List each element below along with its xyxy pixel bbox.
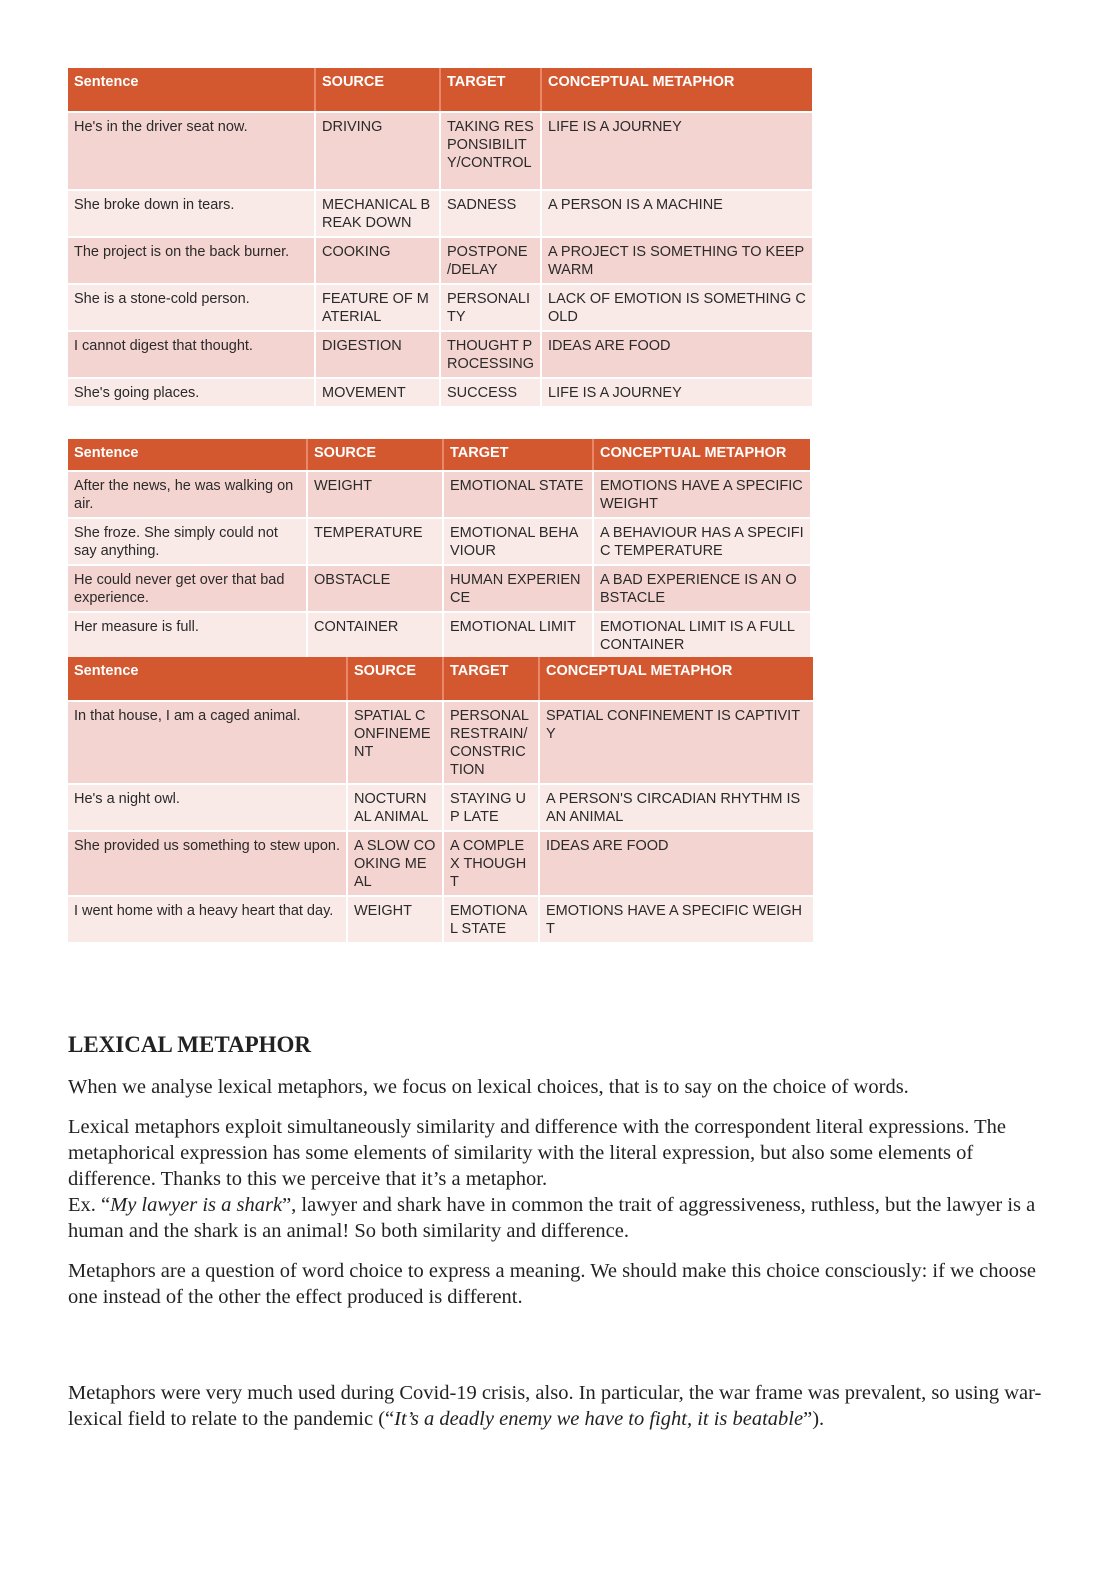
cell-source: MOVEMENT: [315, 378, 440, 407]
cell-target: HUMAN EXPERIENCE: [443, 565, 593, 612]
cell-sentence: He's a night owl.: [68, 784, 347, 831]
example-rest: ”, lawyer and shark have in common the trait of aggressiveness, ruthless, but the lawyer is a human and the shark is an animal! So both similarity and difference.: [68, 1194, 1036, 1242]
paragraph-similarity: [68, 1114, 1043, 1244]
cell-source: DRIVING: [315, 112, 440, 190]
cell-metaphor: A PERSON IS A MACHINE: [541, 190, 812, 237]
table-row: [68, 284, 812, 331]
cell-source: DIGESTION: [315, 331, 440, 378]
table-row: [68, 701, 813, 784]
cell-source: FEATURE OF MATERIAL: [315, 284, 440, 331]
cell-source: WEIGHT: [307, 471, 443, 518]
cell-source: A SLOW COOKING MEAL: [347, 831, 443, 896]
table-row: [68, 190, 812, 237]
metaphor-table-3: [68, 657, 813, 944]
header-target: TARGET: [443, 657, 539, 701]
cell-sentence: She froze. She simply could not say anything.: [68, 518, 307, 565]
table-row: [68, 378, 812, 407]
header-sentence: Sentence: [68, 68, 315, 112]
paragraph-covid: [68, 1380, 1043, 1432]
header-conceptual-metaphor: CONCEPTUAL METAPHOR: [539, 657, 813, 701]
cell-sentence: I went home with a heavy heart that day.: [68, 896, 347, 943]
table-row: [68, 784, 813, 831]
lexical-metaphor-section: [68, 1030, 1043, 1446]
cell-target: EMOTIONAL STATE: [443, 896, 539, 943]
cell-target: TAKING RESPONSIBILITY/CONTROL: [440, 112, 541, 190]
table-header-row: [68, 657, 813, 701]
cell-sentence: She is a stone-cold person.: [68, 284, 315, 331]
cell-source: COOKING: [315, 237, 440, 284]
metaphor-table-1: [68, 68, 812, 408]
table-header-row: [68, 68, 812, 112]
covid-quote: It’s a deadly enemy we have to fight, it is beatable: [394, 1408, 804, 1430]
cell-sentence: She provided us something to stew upon.: [68, 831, 347, 896]
cell-target: EMOTIONAL LIMIT: [443, 612, 593, 659]
spacer: [68, 1324, 1043, 1380]
covid-text: Metaphors were very much used during Covid-19 crisis, also. In particular, the war frame was prevalent, so using war-lexical field to relate to the pandemic (“: [68, 1382, 1042, 1430]
cell-sentence: She broke down in tears.: [68, 190, 315, 237]
cell-sentence: He's in the driver seat now.: [68, 112, 315, 190]
cell-metaphor: IDEAS ARE FOOD: [539, 831, 813, 896]
paragraph-intro: When we analyse lexical metaphors, we focus on lexical choices, that is to say on the choice of words.: [68, 1076, 909, 1098]
cell-target: A COMPLEX THOUGHT: [443, 831, 539, 896]
cell-target: SUCCESS: [440, 378, 541, 407]
metaphor-table-2: [68, 439, 810, 660]
cell-target: EMOTIONAL STATE: [443, 471, 593, 518]
cell-target: SADNESS: [440, 190, 541, 237]
header-conceptual-metaphor: CONCEPTUAL METAPHOR: [593, 439, 810, 471]
cell-metaphor: EMOTIONAL LIMIT IS A FULL CONTAINER: [593, 612, 810, 659]
table-row: [68, 612, 810, 659]
paragraph-word-choice: Metaphors are a question of word choice to express a meaning. We should make this choice consciously: if we choose one instead of the other the effect produced is different.: [68, 1260, 1037, 1308]
header-source: SOURCE: [347, 657, 443, 701]
cell-metaphor: EMOTIONS HAVE A SPECIFIC WEIGHT: [593, 471, 810, 518]
header-sentence: Sentence: [68, 439, 307, 471]
cell-metaphor: IDEAS ARE FOOD: [541, 331, 812, 378]
header-sentence: Sentence: [68, 657, 347, 701]
example-italic: My lawyer is a shark: [110, 1194, 283, 1216]
cell-target: STAYING UP LATE: [443, 784, 539, 831]
cell-target: EMOTIONAL BEHAVIOUR: [443, 518, 593, 565]
header-source: SOURCE: [315, 68, 440, 112]
section-heading: LEXICAL METAPHOR: [68, 1032, 312, 1057]
cell-source: OBSTACLE: [307, 565, 443, 612]
cell-source: SPATIAL CONFINEMENT: [347, 701, 443, 784]
cell-metaphor: A PERSON'S CIRCADIAN RHYTHM IS AN ANIMAL: [539, 784, 813, 831]
table-row: [68, 237, 812, 284]
cell-metaphor: EMOTIONS HAVE A SPECIFIC WEIGHT: [539, 896, 813, 943]
cell-sentence: He could never get over that bad experience.: [68, 565, 307, 612]
example-prefix: Ex. “: [68, 1194, 111, 1216]
cell-metaphor: A PROJECT IS SOMETHING TO KEEP WARM: [541, 237, 812, 284]
cell-sentence: She's going places.: [68, 378, 315, 407]
cell-target: THOUGHT PROCESSING: [440, 331, 541, 378]
cell-sentence: I cannot digest that thought.: [68, 331, 315, 378]
cell-metaphor: A BEHAVIOUR HAS A SPECIFIC TEMPERATURE: [593, 518, 810, 565]
table-row: [68, 331, 812, 378]
table-row: [68, 112, 812, 190]
cell-source: WEIGHT: [347, 896, 443, 943]
header-conceptual-metaphor: CONCEPTUAL METAPHOR: [541, 68, 812, 112]
table-row: [68, 831, 813, 896]
cell-metaphor: LACK OF EMOTION IS SOMETHING COLD: [541, 284, 812, 331]
cell-metaphor: LIFE IS A JOURNEY: [541, 378, 812, 407]
cell-sentence: Her measure is full.: [68, 612, 307, 659]
cell-source: TEMPERATURE: [307, 518, 443, 565]
table-header-row: [68, 439, 810, 471]
cell-sentence: After the news, he was walking on air.: [68, 471, 307, 518]
header-source: SOURCE: [307, 439, 443, 471]
cell-metaphor: A BAD EXPERIENCE IS AN OBSTACLE: [593, 565, 810, 612]
header-target: TARGET: [443, 439, 593, 471]
cell-target: POSTPONE /DELAY: [440, 237, 541, 284]
cell-target: PERSONALITY: [440, 284, 541, 331]
cell-source: CONTAINER: [307, 612, 443, 659]
table-row: [68, 896, 813, 943]
cell-source: NOCTURNAL ANIMAL: [347, 784, 443, 831]
cell-sentence: The project is on the back burner.: [68, 237, 315, 284]
cell-metaphor: SPATIAL CONFINEMENT IS CAPTIVITY: [539, 701, 813, 784]
cell-source: MECHANICAL BREAK DOWN: [315, 190, 440, 237]
cell-target: PERSONAL RESTRAIN/ CONSTRICTION: [443, 701, 539, 784]
table-row: [68, 471, 810, 518]
paragraph-similarity-text: Lexical metaphors exploit simultaneously similarity and difference with the correspondent literal expressions. The metaphorical expression has some elements of similarity with the literal expression, but also some elements of difference. Thanks to this we perceive that it’s a metaphor.: [68, 1116, 1006, 1190]
cell-sentence: In that house, I am a caged animal.: [68, 701, 347, 784]
table-row: [68, 518, 810, 565]
covid-end: ”).: [803, 1408, 825, 1430]
cell-metaphor: LIFE IS A JOURNEY: [541, 112, 812, 190]
header-target: TARGET: [440, 68, 541, 112]
table-row: [68, 565, 810, 612]
